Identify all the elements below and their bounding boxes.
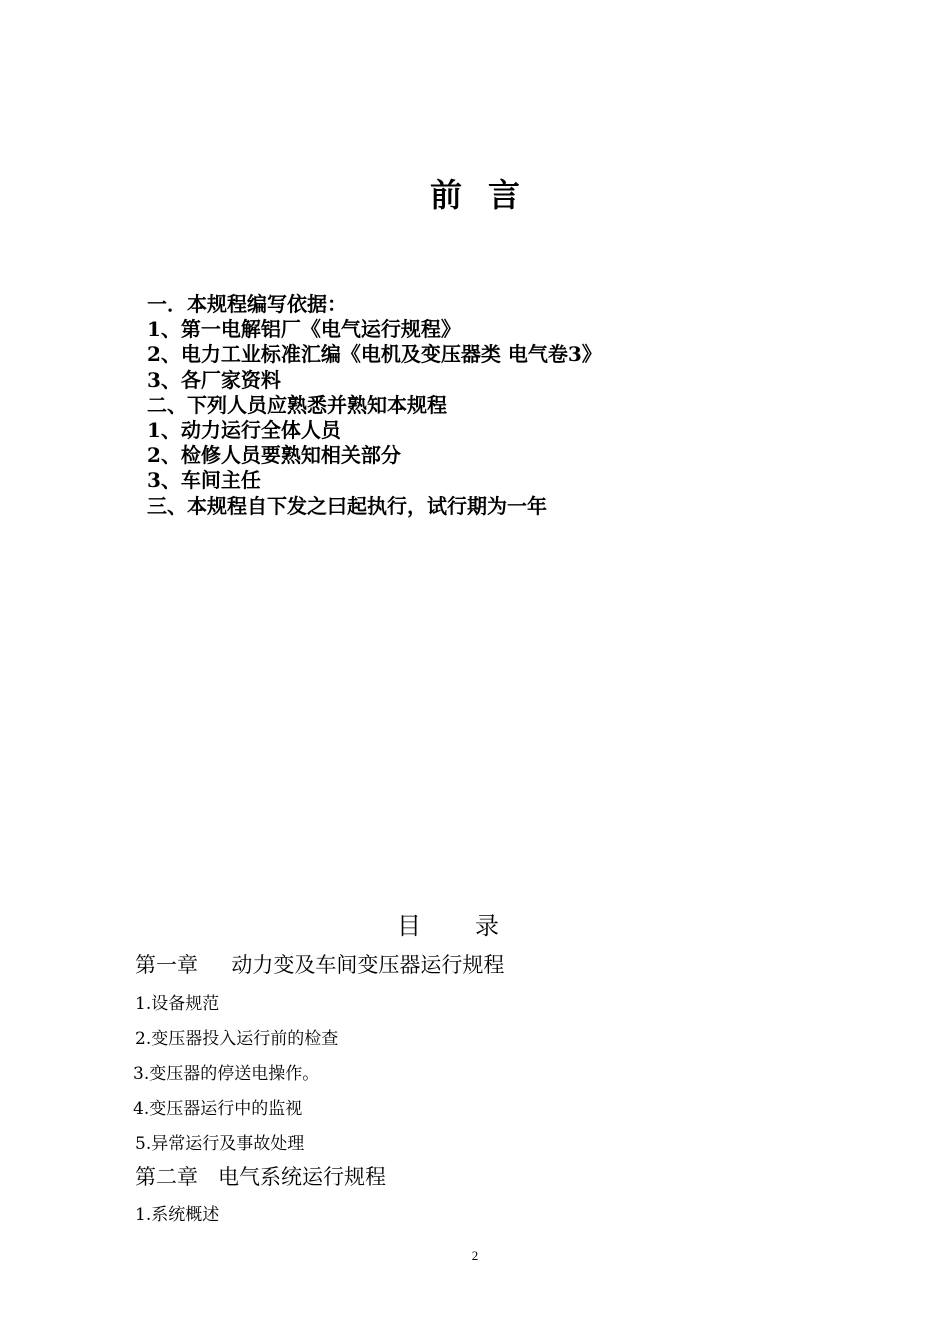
toc-item: 3.变压器的停送电操作。 (133, 1064, 320, 1084)
preface-line: 3、各厂家资料 (147, 367, 281, 392)
preface-line: 2、检修人员要熟知相关部分 (147, 443, 401, 468)
toc-item: 1.设备规范 (135, 994, 220, 1014)
preface-line: 二、下列人员应熟悉并熟知本规程 (147, 392, 447, 417)
toc-item: 4.变压器运行中的监视 (133, 1099, 303, 1119)
preface-body (147, 292, 602, 519)
page-number: 2 (471, 1248, 479, 1263)
preface-line: 1、第一电解铝厂《电气运行规程》 (147, 317, 461, 342)
preface-line: 1、动力运行全体人员 (147, 418, 341, 443)
preface-line: 一．本规程编写依据： (147, 292, 347, 316)
preface-title: 前言 (429, 176, 546, 214)
toc-item: 2.变压器投入运行前的检查 (135, 1029, 339, 1049)
toc-item: 5.异常运行及事故处理 (135, 1134, 305, 1154)
toc-chapter-1: 第一章 动力变及车间变压器运行规程 (135, 953, 505, 977)
preface-line: 2、电力工业标准汇编《电机及变压器类 电气卷3》 (147, 342, 602, 367)
toc-item: 1.系统概述 (135, 1205, 220, 1225)
preface-line: 三、本规程自下发之曰起执行，试行期为一年 (147, 493, 547, 518)
toc-chapter-2: 第二章 电气系统运行规程 (135, 1165, 387, 1189)
preface-line: 3、车间主任 (147, 468, 261, 493)
toc-title: 目录 (397, 912, 553, 940)
